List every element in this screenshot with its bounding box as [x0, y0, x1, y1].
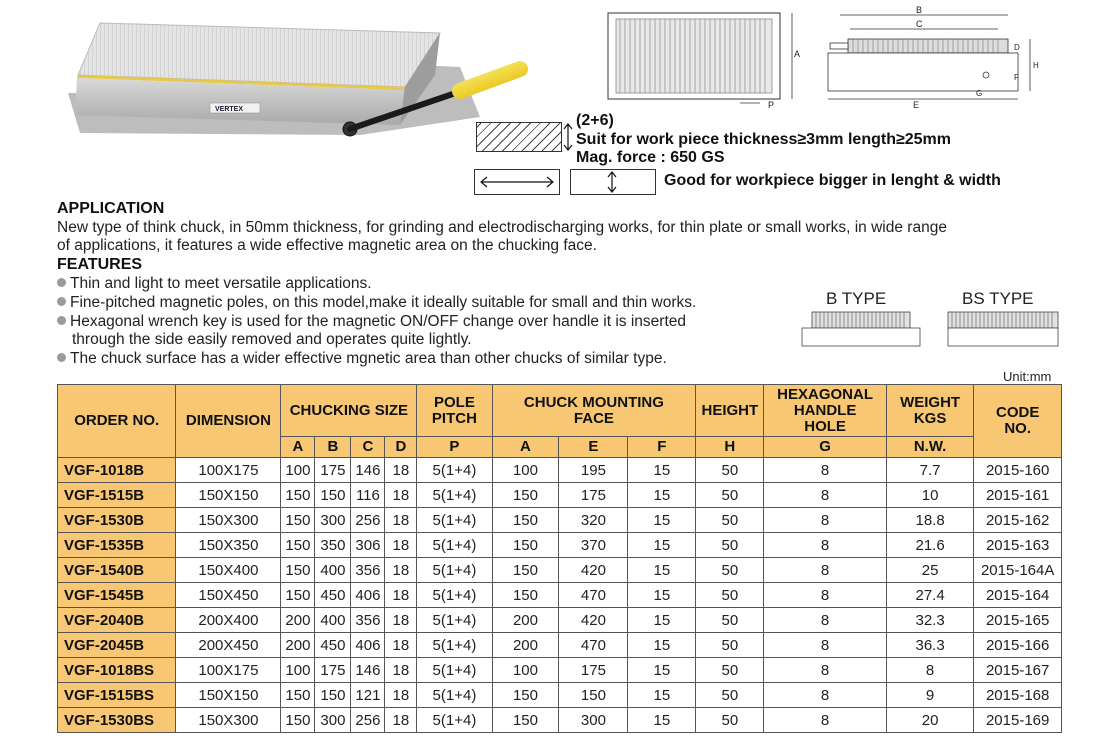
subheader-p: P [417, 437, 492, 458]
table-cell: 15 [628, 708, 696, 733]
table-cell: 7.7 [886, 458, 974, 483]
table-cell: 5(1+4) [417, 683, 492, 708]
table-row [58, 708, 1062, 733]
table-cell: 2015-168 [974, 683, 1062, 708]
table-cell: 100X175 [176, 658, 281, 683]
side-view-drawing [818, 5, 1048, 110]
table-cell: 150X150 [176, 683, 281, 708]
table-cell: 150 [492, 708, 559, 733]
features-heading: FEATURES [57, 256, 143, 273]
table-cell: 21.6 [886, 533, 974, 558]
table-cell: 25 [886, 558, 974, 583]
table-cell: 8 [886, 658, 974, 683]
table-cell: 18 [385, 533, 417, 558]
table-cell: 50 [696, 658, 764, 683]
table-cell: 15 [628, 658, 696, 683]
table-cell: 356 [351, 608, 385, 633]
feature-item: The chuck surface has a wider effective mgnetic area than other chucks of similar type. [57, 350, 797, 367]
table-row [58, 608, 1062, 633]
table-cell: 150 [492, 533, 559, 558]
table-cell: 50 [696, 458, 764, 483]
table-cell: 150 [281, 708, 315, 733]
table-cell: 2015-165 [974, 608, 1062, 633]
table-cell: 150 [315, 483, 351, 508]
table-cell: 50 [696, 533, 764, 558]
b-type-profile [800, 308, 922, 348]
dim-label-p: P [768, 100, 775, 110]
b-type-label: B TYPE [826, 289, 887, 308]
table-cell: 18 [385, 508, 417, 533]
table-cell: 150 [559, 683, 628, 708]
table-cell: 150 [492, 508, 559, 533]
header-hex-handle-hole: HEXAGONAL HANDLE HOLE [764, 385, 887, 437]
header-mounting-face: CHUCK MOUNTING FACE [492, 385, 696, 437]
subheader-e: E [559, 437, 628, 458]
header-weight: WEIGHT KGS [886, 385, 974, 437]
table-cell: 150X400 [176, 558, 281, 583]
top-view-drawing [600, 5, 800, 110]
table-cell: 50 [696, 558, 764, 583]
table-cell: 5(1+4) [417, 658, 492, 683]
table-cell: 150X350 [176, 533, 281, 558]
table-cell: 300 [559, 708, 628, 733]
table-cell: 150X150 [176, 483, 281, 508]
table-cell: 200 [492, 633, 559, 658]
order-number-cell: VGF-1018B [58, 458, 176, 483]
table-cell: 150X300 [176, 508, 281, 533]
table-cell: 200 [281, 608, 315, 633]
subheader-c: C [351, 437, 385, 458]
table-cell: 121 [351, 683, 385, 708]
table-cell: 5(1+4) [417, 583, 492, 608]
table-cell: 15 [628, 683, 696, 708]
table-cell: 470 [559, 583, 628, 608]
table-cell: 256 [351, 508, 385, 533]
header-code-no: CODE NO. [974, 385, 1062, 458]
table-cell: 15 [628, 558, 696, 583]
table-cell: 150 [281, 683, 315, 708]
table-cell: 15 [628, 508, 696, 533]
table-cell: 15 [628, 458, 696, 483]
table-cell: 5(1+4) [417, 508, 492, 533]
table-row [58, 533, 1062, 558]
table-cell: 5(1+4) [417, 483, 492, 508]
table-cell: 146 [351, 458, 385, 483]
table-cell: 356 [351, 558, 385, 583]
dim-label-d: D [1014, 43, 1020, 52]
table-cell: 5(1+4) [417, 708, 492, 733]
table-cell: 50 [696, 608, 764, 633]
table-cell: 15 [628, 583, 696, 608]
table-cell: 2015-167 [974, 658, 1062, 683]
magnetic-chuck-photo [60, 5, 530, 145]
table-cell: 18 [385, 558, 417, 583]
table-cell: 8 [764, 458, 887, 483]
table-cell: 175 [315, 658, 351, 683]
subheader-g: G [764, 437, 887, 458]
subheader-h: H [696, 437, 764, 458]
table-row [58, 483, 1062, 508]
table-cell: 27.4 [886, 583, 974, 608]
table-row [58, 658, 1062, 683]
table-cell: 5(1+4) [417, 533, 492, 558]
table-cell: 100 [281, 658, 315, 683]
table-cell: 406 [351, 633, 385, 658]
bs-type-profile [944, 308, 1062, 348]
feature-item: Fine-pitched magnetic poles, on this model,make it ideally suitable for small and thin works. [57, 294, 797, 311]
table-cell: 300 [315, 708, 351, 733]
dim-label-b: B [916, 5, 923, 15]
order-number-cell: VGF-1540B [58, 558, 176, 583]
table-cell: 150X450 [176, 583, 281, 608]
feature-item: Hexagonal wrench key is used for the magnetic ON/OFF change over handle it is inserted [57, 313, 797, 330]
table-cell: 18.8 [886, 508, 974, 533]
table-cell: 5(1+4) [417, 608, 492, 633]
table-row [58, 458, 1062, 483]
table-row [58, 633, 1062, 658]
table-cell: 5(1+4) [417, 633, 492, 658]
table-cell: 406 [351, 583, 385, 608]
table-cell: 8 [764, 608, 887, 633]
table-cell: 320 [559, 508, 628, 533]
suit-text: Suit for work piece thickness≥3mm length≥25mm [576, 131, 951, 148]
application-heading: APPLICATION [57, 200, 165, 217]
order-number-cell: VGF-1530B [58, 508, 176, 533]
table-cell: 2015-163 [974, 533, 1062, 558]
subheader-nw: N.W. [886, 437, 974, 458]
spec-table [57, 384, 1062, 733]
table-cell: 175 [559, 658, 628, 683]
table-cell: 18 [385, 483, 417, 508]
table-cell: 18 [385, 683, 417, 708]
table-cell: 10 [886, 483, 974, 508]
pitch-label: (2+6) [576, 112, 614, 129]
subheader-b: B [315, 437, 351, 458]
table-cell: 8 [764, 483, 887, 508]
application-line-2: of applications, it features a wide effective magnetic area on the chucking face. [57, 237, 597, 254]
table-cell: 2015-164A [974, 558, 1062, 583]
table-cell: 146 [351, 658, 385, 683]
table-cell: 2015-164 [974, 583, 1062, 608]
table-cell: 400 [315, 608, 351, 633]
order-number-cell: VGF-2045B [58, 633, 176, 658]
table-cell: 50 [696, 583, 764, 608]
table-cell: 200 [281, 633, 315, 658]
table-cell: 2015-161 [974, 483, 1062, 508]
order-number-cell: VGF-1515B [58, 483, 176, 508]
table-cell: 15 [628, 533, 696, 558]
dim-label-c: C [916, 19, 923, 29]
bullet-icon [57, 297, 66, 306]
table-cell: 15 [628, 633, 696, 658]
subheader-a: A [281, 437, 315, 458]
table-cell: 150 [492, 583, 559, 608]
table-cell: 8 [764, 508, 887, 533]
table-cell: 8 [764, 708, 887, 733]
header-pole-pitch: POLE PITCH [417, 385, 492, 437]
table-cell: 8 [764, 583, 887, 608]
table-row [58, 583, 1062, 608]
table-cell: 256 [351, 708, 385, 733]
order-number-cell: VGF-1545B [58, 583, 176, 608]
feature-item: Thin and light to meet versatile applications. [57, 275, 797, 292]
table-cell: 350 [315, 533, 351, 558]
table-cell: 50 [696, 683, 764, 708]
table-cell: 15 [628, 608, 696, 633]
table-cell: 9 [886, 683, 974, 708]
order-number-cell: VGF-1530BS [58, 708, 176, 733]
mag-force-text: Mag. force : 650 GS [576, 149, 725, 166]
table-cell: 150 [281, 508, 315, 533]
table-cell: 150 [492, 483, 559, 508]
table-row [58, 558, 1062, 583]
table-cell: 420 [559, 608, 628, 633]
table-cell: 50 [696, 708, 764, 733]
table-cell: 20 [886, 708, 974, 733]
table-cell: 2015-169 [974, 708, 1062, 733]
order-number-cell: VGF-1018BS [58, 658, 176, 683]
table-cell: 18 [385, 458, 417, 483]
table-cell: 100 [492, 658, 559, 683]
table-cell: 150 [281, 533, 315, 558]
table-cell: 32.3 [886, 608, 974, 633]
width-up-down-arrow-icon [604, 170, 620, 194]
table-cell: 420 [559, 558, 628, 583]
table-row [58, 508, 1062, 533]
table-cell: 36.3 [886, 633, 974, 658]
table-cell: 200X450 [176, 633, 281, 658]
subheader-d: D [385, 437, 417, 458]
bullet-icon [57, 316, 66, 325]
table-cell: 2015-166 [974, 633, 1062, 658]
table-cell: 18 [385, 658, 417, 683]
table-cell: 5(1+4) [417, 458, 492, 483]
table-cell: 8 [764, 533, 887, 558]
table-cell: 175 [315, 458, 351, 483]
table-cell: 150 [492, 558, 559, 583]
dim-label-a: A [794, 49, 800, 59]
order-number-cell: VGF-1535B [58, 533, 176, 558]
application-line-1: New type of think chuck, in 50mm thickness, for grinding and electrodischarging works, for thin plate or small works, in wide range [57, 219, 947, 236]
feature-item-continued: through the side easily removed and operates quite lightly. [72, 331, 472, 348]
table-cell: 150 [492, 683, 559, 708]
good-for-text: Good for workpiece bigger in lenght & width [664, 172, 1001, 189]
table-cell: 150 [281, 583, 315, 608]
pole-pitch-swatch [476, 122, 562, 152]
subheader-mount-a: A [492, 437, 559, 458]
table-cell: 200X400 [176, 608, 281, 633]
table-cell: 450 [315, 583, 351, 608]
table-cell: 18 [385, 583, 417, 608]
table-cell: 50 [696, 508, 764, 533]
table-cell: 2015-162 [974, 508, 1062, 533]
table-cell: 8 [764, 683, 887, 708]
table-cell: 200 [492, 608, 559, 633]
table-cell: 150 [315, 683, 351, 708]
header-height: HEIGHT [696, 385, 764, 437]
subheader-f: F [628, 437, 696, 458]
table-cell: 18 [385, 633, 417, 658]
table-cell: 470 [559, 633, 628, 658]
table-cell: 18 [385, 608, 417, 633]
dim-label-f: F [1014, 73, 1019, 82]
table-cell: 150X300 [176, 708, 281, 733]
table-cell: 370 [559, 533, 628, 558]
table-cell: 5(1+4) [417, 558, 492, 583]
table-row [58, 683, 1062, 708]
table-cell: 150 [281, 558, 315, 583]
table-cell: 8 [764, 558, 887, 583]
table-cell: 50 [696, 483, 764, 508]
table-cell: 150 [281, 483, 315, 508]
header-dimension: DIMENSION [176, 385, 281, 458]
unit-label: Unit:mm [1003, 369, 1052, 384]
bullet-icon [57, 353, 66, 362]
dim-label-g: G [976, 89, 983, 98]
header-order-no: ORDER NO. [58, 385, 176, 458]
left-right-arrow-icon [474, 169, 560, 195]
table-cell: 306 [351, 533, 385, 558]
table-cell: 2015-160 [974, 458, 1062, 483]
table-cell: 18 [385, 708, 417, 733]
table-cell: 195 [559, 458, 628, 483]
order-number-cell: VGF-2040B [58, 608, 176, 633]
brand-logo: VERTEX [215, 106, 244, 113]
order-number-cell: VGF-1515BS [58, 683, 176, 708]
table-cell: 15 [628, 483, 696, 508]
dim-label-e: E [913, 100, 920, 110]
table-cell: 100X175 [176, 458, 281, 483]
bullet-icon [57, 278, 66, 287]
table-cell: 8 [764, 658, 887, 683]
table-cell: 100 [281, 458, 315, 483]
up-down-arrow-icon [562, 122, 574, 152]
table-cell: 50 [696, 633, 764, 658]
header-chucking-size: CHUCKING SIZE [281, 385, 417, 437]
table-cell: 450 [315, 633, 351, 658]
table-cell: 400 [315, 558, 351, 583]
table-cell: 300 [315, 508, 351, 533]
dim-label-h: H [1033, 61, 1039, 70]
table-cell: 100 [492, 458, 559, 483]
table-cell: 8 [764, 633, 887, 658]
bs-type-label: BS TYPE [962, 289, 1034, 308]
table-cell: 116 [351, 483, 385, 508]
table-cell: 175 [559, 483, 628, 508]
